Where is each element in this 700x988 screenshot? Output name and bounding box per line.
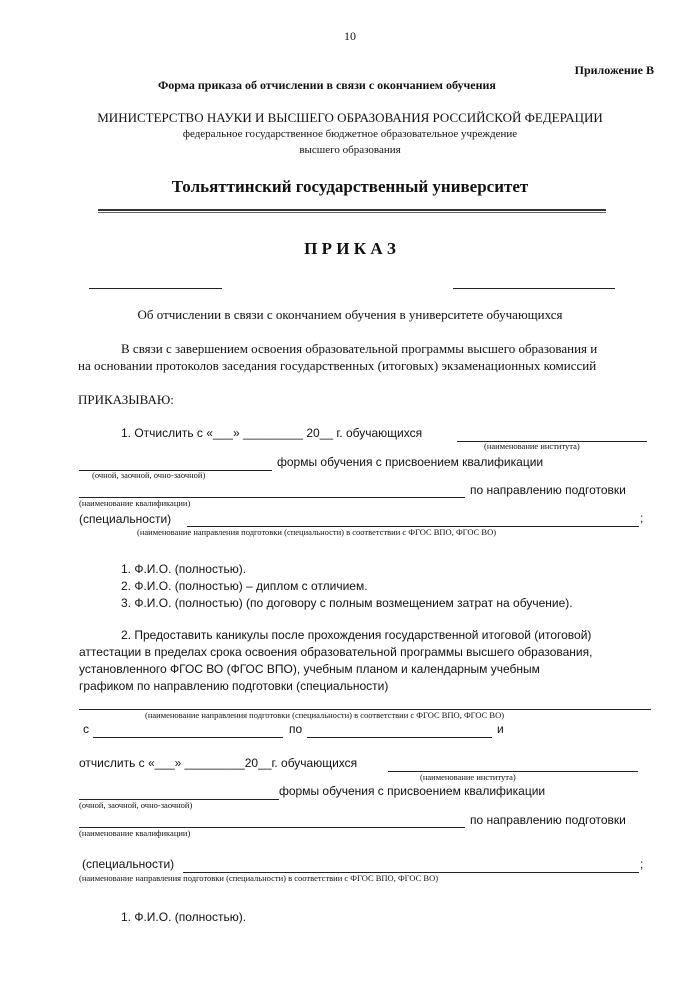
clause2-from-label: с bbox=[83, 722, 89, 736]
clause2-direction-text: по направлению подготовки bbox=[470, 813, 626, 827]
order-word: ПРИКАЗЫВАЮ: bbox=[78, 392, 174, 407]
preamble-line-1: В связи с завершением освоения образовательной программы высшего образования и bbox=[121, 341, 598, 356]
order-number-field[interactable] bbox=[453, 288, 615, 289]
clause2-line-1: 2. Предоставить каникулы после прохождения государственной итоговой (итоговой) bbox=[121, 628, 592, 642]
clause2-specialty-caption: (наименование направления подготовки (специальности) в соответствии с ФГОС ВПО, ФГОС ВО) bbox=[79, 873, 439, 883]
institution-type-line-2: высшего образования bbox=[299, 144, 401, 156]
student-list-item: 2. Ф.И.О. (полностью) – диплом с отличием. bbox=[121, 579, 368, 593]
clause2-study-form-text: формы обучения с присвоением квалификации bbox=[279, 784, 546, 798]
clause2-specialty-label: (специальности) bbox=[82, 857, 175, 871]
clause2-line-4: графиком по направлению подготовки (специальности) bbox=[79, 679, 389, 693]
clause2-study-form-caption: (очной, заочной, очно-заочной) bbox=[79, 800, 193, 810]
clause2-specialty-end: ; bbox=[640, 857, 644, 871]
clause2-line-3: установленного ФГОС ВО (ФГОС ВПО), учебным планом и календарным учебным bbox=[79, 662, 540, 676]
order-date-field[interactable] bbox=[89, 288, 222, 289]
clause1-study-form-caption: (очной, заочной, очно-заочной) bbox=[92, 470, 206, 480]
clause2-from-date-field[interactable] bbox=[93, 737, 283, 738]
clause1-specialty-end: ; bbox=[640, 511, 644, 525]
clause1-expel-line: 1. Отчислить с «___» _________ 20__ г. обучающихся bbox=[121, 426, 423, 440]
student-list-item: 3. Ф.И.О. (полностью) (по договору с полным возмещением затрат на обучение). bbox=[121, 596, 573, 610]
header-divider bbox=[98, 209, 606, 213]
form-title: Форма приказа об отчислении в связи с окончанием обучения bbox=[158, 78, 496, 92]
student-list-item: 1. Ф.И.О. (полностью). bbox=[121, 562, 247, 576]
clause1-direction-text: по направлению подготовки bbox=[470, 483, 626, 497]
clause2-to-label: по bbox=[289, 722, 303, 736]
clause1-specialty-label: (специальности) bbox=[79, 512, 172, 526]
appendix-label: Приложение В bbox=[574, 63, 654, 77]
clause2-institute-caption: (наименование института) bbox=[420, 772, 516, 782]
institution-type-line-1: федеральное государственное бюджетное образовательное учреждение bbox=[182, 128, 518, 140]
clause2-and-label: и bbox=[497, 722, 504, 736]
clause2-expel-line: отчислить с «___» _________20__г. обучающихся bbox=[79, 756, 358, 770]
clause1-study-form-text: формы обучения с присвоением квалификации bbox=[277, 455, 544, 469]
clause1-institute-caption: (наименование института) bbox=[484, 441, 580, 451]
clause2-direction-caption: (наименование направления подготовки (специальности) в соответствии с ФГОС ВПО, ФГОС ВО) bbox=[145, 710, 505, 720]
clause2-line-2: аттестации в пределах срока освоения образовательной программы высшего образования, bbox=[79, 645, 593, 659]
clause2-to-date-field[interactable] bbox=[307, 737, 492, 738]
order-title: П Р И К А З bbox=[304, 239, 396, 258]
clause1-qualification-caption: (наименование квалификации) bbox=[79, 498, 191, 508]
ministry-name: МИНИСТЕРСТВО НАУКИ И ВЫСШЕГО ОБРАЗОВАНИЯ РОССИЙСКОЙ ФЕДЕРАЦИИ bbox=[97, 110, 603, 125]
order-subject: Об отчислении в связи с окончанием обучения в университете обучающихся bbox=[137, 307, 563, 322]
clause2-qualification-caption: (наименование квалификации) bbox=[79, 828, 191, 838]
university-name: Тольяттинский государственный университет bbox=[171, 177, 529, 196]
student-list-item: 1. Ф.И.О. (полностью). bbox=[121, 910, 247, 924]
clause1-specialty-caption: (наименование направления подготовки (специальности) в соответствии с ФГОС ВПО, ФГОС ВО) bbox=[137, 527, 497, 537]
page-number: 10 bbox=[344, 29, 356, 43]
preamble-line-2: на основании протоколов заседания государственных (итоговых) экзаменационных комиссий bbox=[78, 358, 597, 373]
